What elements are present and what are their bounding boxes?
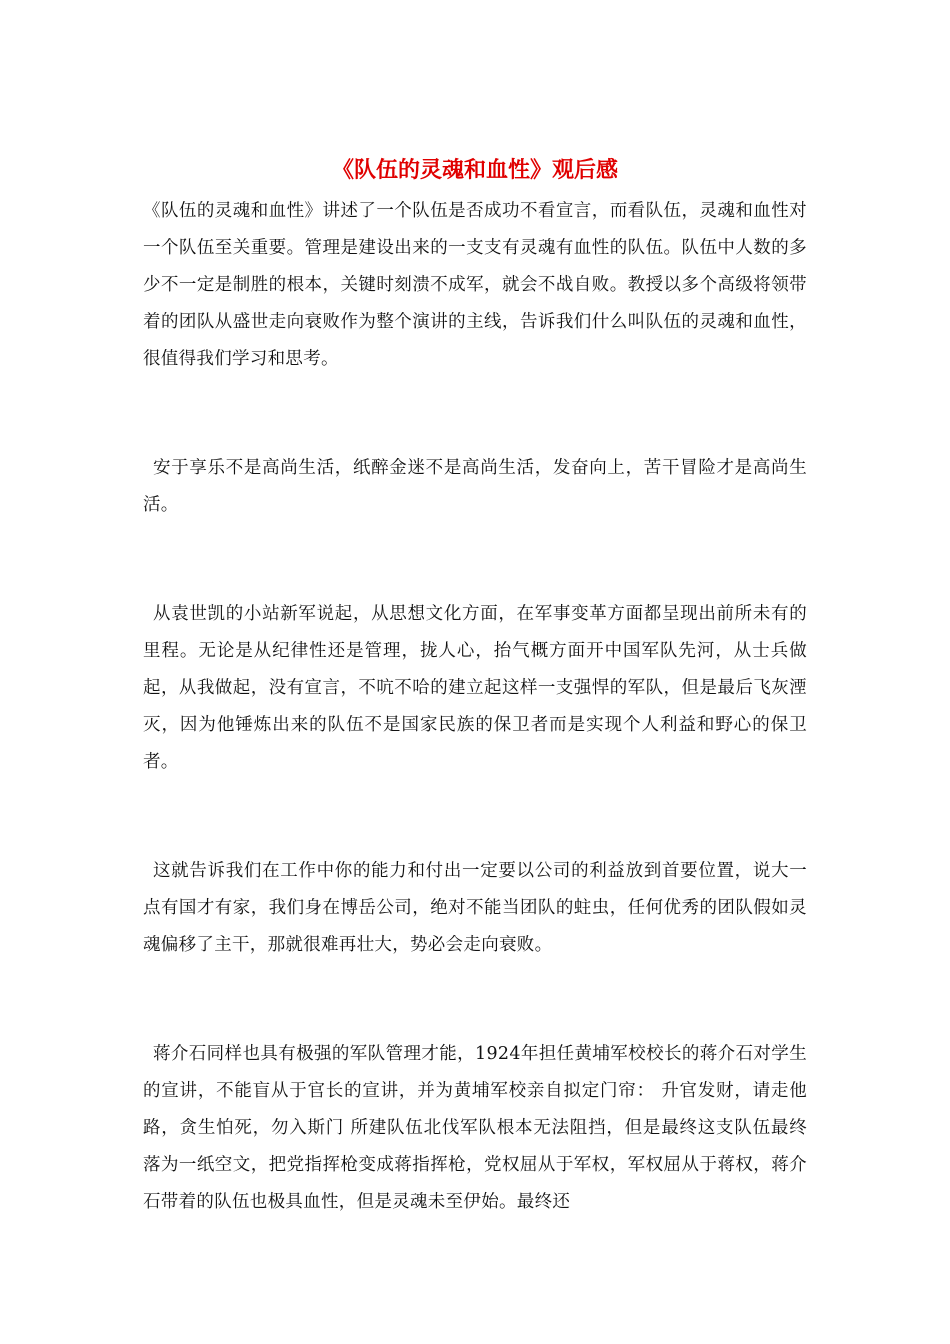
paragraph-yuan-shikai: 从袁世凯的小站新军说起，从思想文化方面，在军事变革方面都呈现出前所未有的里程。无论是从纪律性还是管理，拢人心，抬气概方面开中国军队先河，从士兵做起，从我做起，没有宣言，不吭不哈的建立起这样一支强悍的军队，但是最后飞灰湮灭，因为他锤炼出来的队伍不是国家民族的保卫者而是实现个人利益和野心的保卫者。 (143, 604, 807, 772)
document-body (143, 193, 807, 1221)
paragraph-intro: 《队伍的灵魂和血性》讲述了一个队伍是否成功不看宣言，而看队伍，灵魂和血性对一个队伍至关重要。管理是建设出来的一支支有灵魂有血性的队伍。队伍中人数的多少不一定是制胜的根本，关键时刻溃不成军，就会不战自败。教授以多个高级将领带着的团队从盛世走向衰败作为整个演讲的主线，告诉我们什么叫队伍的灵魂和血性，很值得我们学习和思考。 (143, 201, 807, 369)
document-title: 《队伍的灵魂和血性》观后感 (331, 157, 618, 183)
paragraph-chiang-kaishek: 蒋介石同样也具有极强的军队管理才能，1924年担任黄埔军校校长的蒋介石对学生的宣讲，不能盲从于官长的宣讲，并为黄埔军校亲自拟定门帘： 升官发财，请走他路，贪生怕死，勿入斯门 所建队伍北伐军队根本无法阻挡，但是最终这支队伍最终落为一纸空文，把党指挥枪变成蒋指挥枪，党权屈从于军权，军权屈从于蒋权，蒋介石带着的队伍也极具血性，但是灵魂未至伊始。最终还 (143, 1044, 807, 1212)
paragraph-company-lesson: 这就告诉我们在工作中你的能力和付出一定要以公司的利益放到首要位置，说大一点有国才有家，我们身在博岳公司，绝对不能当团队的蛀虫，任何优秀的团队假如灵魂偏移了主干，那就很难再壮大，势必会走向衰败。 (143, 861, 807, 955)
paragraph-noble-life: 安于享乐不是高尚生活，纸醉金迷不是高尚生活，发奋向上，苦干冒险才是高尚生活。 (143, 458, 807, 515)
